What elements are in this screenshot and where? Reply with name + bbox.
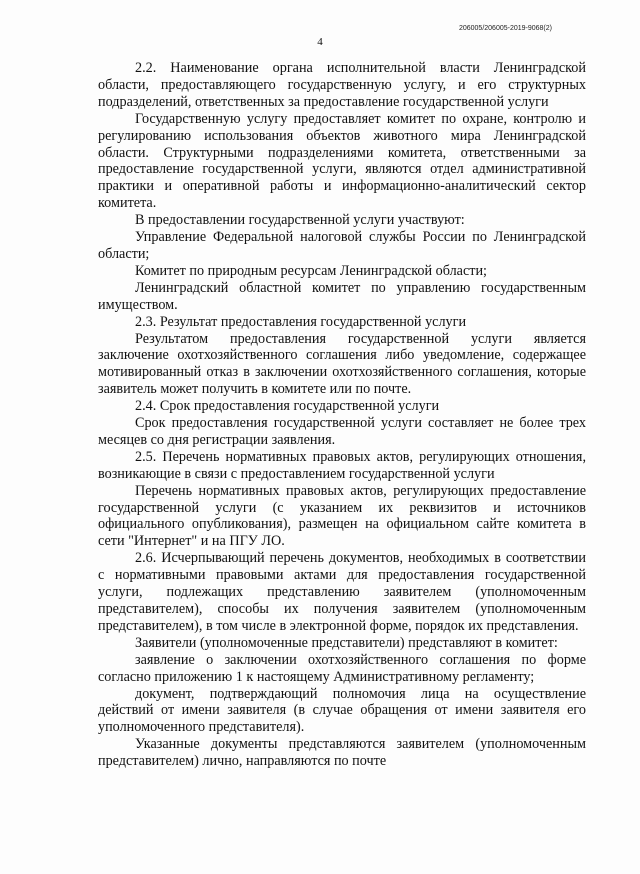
participant-tax-service: Управление Федеральной налоговой службы России по Ленинградской области; bbox=[98, 229, 586, 262]
list-item-application: заявление о заключении охотхозяйственного соглашения по форме согласно приложению 1 к настоящему Административному регламенту; bbox=[98, 651, 586, 685]
paragraph-applicants: Заявители (уполномоченные представители) представляют в комитет: bbox=[135, 634, 558, 651]
paragraph-participants-intro: В предоставлении государственной услуги участвуют: bbox=[135, 212, 465, 229]
list-item-authority-document: документ, подтверждающий полномочия лица на осуществление действий от имени заявителя (в случае обращения от имени заявителя его уполномоченного представителя). bbox=[98, 685, 586, 736]
section-2-4-heading: 2.4. Срок предоставления государственной услуги bbox=[135, 398, 440, 415]
paragraph-result: Результатом предоставления государственной услуги является заключение охотхозяйственного соглашения либо уведомление, содержащее мотивированный отказ в заключении охотхозяйственного соглашения, которые заявитель может получить в комитете или по почте. bbox=[98, 330, 586, 398]
section-2-6-heading: 2.6. Исчерпывающий перечень документов, необходимых в соответствии с нормативными правовыми актами для предоставления государственной услуги, подлежащих представлению заявителем (уполномоченным представителем), способы их получения заявителем (уполномоченным представителем), в том числе в электронной форме, порядок их представления. bbox=[98, 550, 586, 634]
document-body bbox=[98, 60, 586, 770]
section-2-5-heading: 2.5. Перечень нормативных правовых актов, регулирующих отношения, возникающие в связи с предоставлением государственной услуги bbox=[98, 448, 586, 482]
paragraph-legal-acts: Перечень нормативных правовых актов, регулирующих предоставление государственной услуги (с указанием их реквизитов и источников официального опубликования), размещен на официальном сайте комитета в сети "Интернет" и на ПГУ ЛО. bbox=[98, 482, 586, 550]
participant-property-committee: Ленинградский областной комитет по управлению государственным имуществом. bbox=[98, 279, 586, 313]
section-2-3-heading: 2.3. Результат предоставления государственной услуги bbox=[135, 313, 467, 330]
paragraph-provider: Государственную услугу предоставляет комитет по охране, контролю и регулированию использования объектов животного мира Ленинградской области. Структурными подразделениями комитета, ответственными за предоставление государственной услуги, являются отдел административной практики и оперативной работы и информационно-аналитический сектор комитета. bbox=[98, 110, 586, 212]
paragraph-term: Срок предоставления государственной услуги составляет не более трех месяцев со дня регистрации заявления. bbox=[98, 415, 586, 448]
page-number: 4 bbox=[317, 36, 323, 48]
document-id: 206005/206005-2019-9068(2) bbox=[458, 25, 552, 32]
participant-natural-resources: Комитет по природным ресурсам Ленинградской области; bbox=[135, 262, 487, 279]
section-2-2-heading: 2.2. Наименование органа исполнительной власти Ленинградской области, предоставляющего государственную услугу, и его структурных подразделений, ответственных за предоставление государственной услуги bbox=[98, 60, 586, 110]
paragraph-submission: Указанные документы представляются заявителем (уполномоченным представителем) лично, направляются по почте bbox=[98, 736, 586, 770]
